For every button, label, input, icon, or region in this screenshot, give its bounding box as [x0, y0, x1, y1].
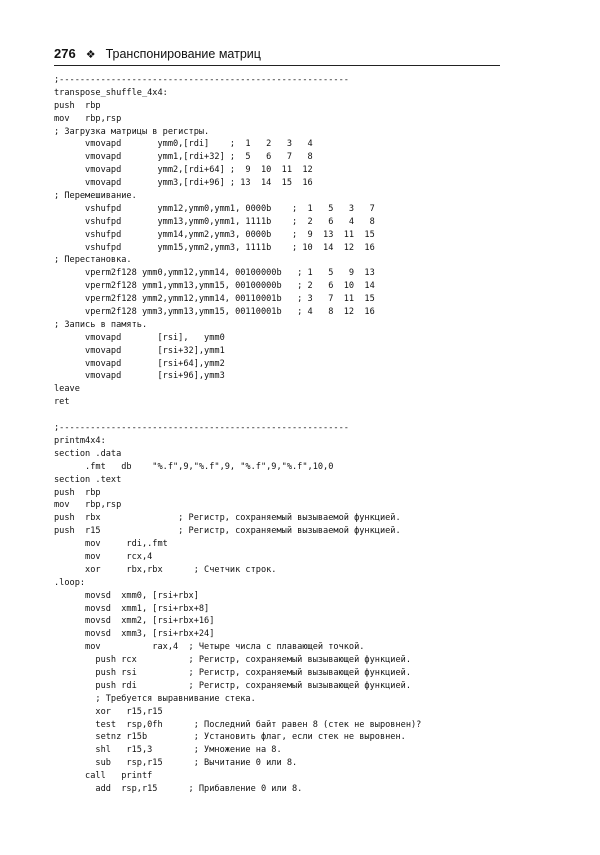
code-line: sub rsp,r15 ; Вычитание 0 или 8.	[54, 758, 298, 769]
code-line: section .data	[54, 448, 122, 459]
code-line: vmovapd [rsi+32],ymm1	[54, 345, 225, 356]
code-line: vmovapd ymm0,[rdi] ; 1 2 3 4	[54, 139, 313, 150]
code-line: vmovapd ymm2,[rdi+64] ; 9 10 11 12	[54, 165, 313, 176]
code-line: transpose_shuffle_4x4:	[54, 87, 168, 98]
code-line: movsd xmm0, [rsi+rbx]	[54, 590, 199, 601]
code-line: ; Загрузка матрицы в регистры.	[54, 126, 210, 137]
code-line: vshufpd ymm14,ymm2,ymm3, 0000b ; 9 13 11 15	[54, 229, 375, 240]
code-line: test rsp,0fh ; Последний байт равен 8 (стек не выровнен)?	[54, 719, 422, 730]
code-line: vshufpd ymm13,ymm0,ymm1, 1111b ; 2 6 4 8	[54, 216, 375, 227]
code-line: vmovapd [rsi], ymm0	[54, 332, 225, 343]
code-line: mov rax,4 ; Четыре числа с плавающей точкой.	[54, 642, 365, 653]
code-line: printm4x4:	[54, 435, 106, 446]
code-line: vmovapd [rsi+96],ymm3	[54, 371, 225, 382]
code-line	[54, 409, 524, 422]
code-line: xor rbx,rbx ; Счетчик строк.	[54, 564, 277, 575]
code-line: push rsi ; Регистр, сохраняемый вызывающей функцией.	[54, 667, 411, 678]
code-listing	[54, 74, 524, 796]
code-line: movsd xmm1, [rsi+rbx+8]	[54, 603, 210, 614]
code-line: mov rbp,rsp	[54, 500, 122, 511]
code-line: section .text	[54, 474, 122, 485]
code-line: ;--------------------------------------------------------	[54, 423, 349, 434]
code-line: ; Требуется выравнивание стека.	[54, 693, 256, 704]
code-line: mov rbp,rsp	[54, 113, 122, 124]
chapter-title: Транспонирование матриц	[105, 47, 261, 61]
code-line: call printf	[54, 771, 153, 782]
code-line: vshufpd ymm12,ymm0,ymm1, 0000b ; 1 5 3 7	[54, 203, 375, 214]
code-line: ; Перемешивание.	[54, 191, 137, 202]
code-line: ret	[54, 397, 70, 408]
code-line: push rbp	[54, 487, 101, 498]
code-line: push rbx ; Регистр, сохраняемый вызываемой функцией.	[54, 513, 401, 524]
code-line: ; Запись в память.	[54, 319, 148, 330]
code-line: movsd xmm2, [rsi+rbx+16]	[54, 616, 215, 627]
code-line: shl r15,3 ; Умножение на 8.	[54, 745, 282, 756]
code-line: push rbp	[54, 100, 101, 111]
code-line: mov rdi,.fmt	[54, 539, 168, 550]
code-line: xor r15,r15	[54, 706, 163, 717]
code-line: .loop:	[54, 577, 86, 588]
code-line: .fmt db "%.f",9,"%.f",9, "%.f",9,"%.f",10,0	[54, 461, 334, 472]
code-line: vmovapd [rsi+64],ymm2	[54, 358, 225, 369]
code-line: ; Перестановка.	[54, 255, 132, 266]
code-line: add rsp,r15 ; Прибавление 0 или 8.	[54, 783, 303, 794]
code-line: vperm2f128 ymm1,ymm13,ymm15, 00100000b ; 2 6 10 14	[54, 281, 375, 292]
code-line: push rcx ; Регистр, сохраняемый вызывающей функцией.	[54, 655, 411, 666]
code-line: movsd xmm3, [rsi+rbx+24]	[54, 629, 215, 640]
code-line: vperm2f128 ymm2,ymm12,ymm14, 00110001b ; 3 7 11 15	[54, 294, 375, 305]
code-line: vshufpd ymm15,ymm2,ymm3, 1111b ; 10 14 12 16	[54, 242, 375, 253]
code-line: vperm2f128 ymm0,ymm12,ymm14, 00100000b ; 1 5 9 13	[54, 268, 375, 279]
code-line: push rdi ; Регистр, сохраняемый вызывающей функцией.	[54, 680, 411, 691]
code-line: mov rcx,4	[54, 551, 153, 562]
ornament-icon: ❖	[85, 48, 96, 61]
page-number: 276	[54, 46, 76, 61]
code-line: vperm2f128 ymm3,ymm13,ymm15, 00110001b ; 4 8 12 16	[54, 307, 375, 318]
code-line: push r15 ; Регистр, сохраняемый вызываемой функцией.	[54, 526, 401, 537]
page-header	[54, 44, 500, 66]
code-line: vmovapd ymm1,[rdi+32] ; 5 6 7 8	[54, 152, 313, 163]
code-line: setnz r15b ; Установить флаг, если стек не выровнен.	[54, 732, 406, 743]
code-line: leave	[54, 384, 80, 395]
code-line: vmovapd ymm3,[rdi+96] ; 13 14 15 16	[54, 178, 313, 189]
code-line: ;--------------------------------------------------------	[54, 75, 349, 85]
